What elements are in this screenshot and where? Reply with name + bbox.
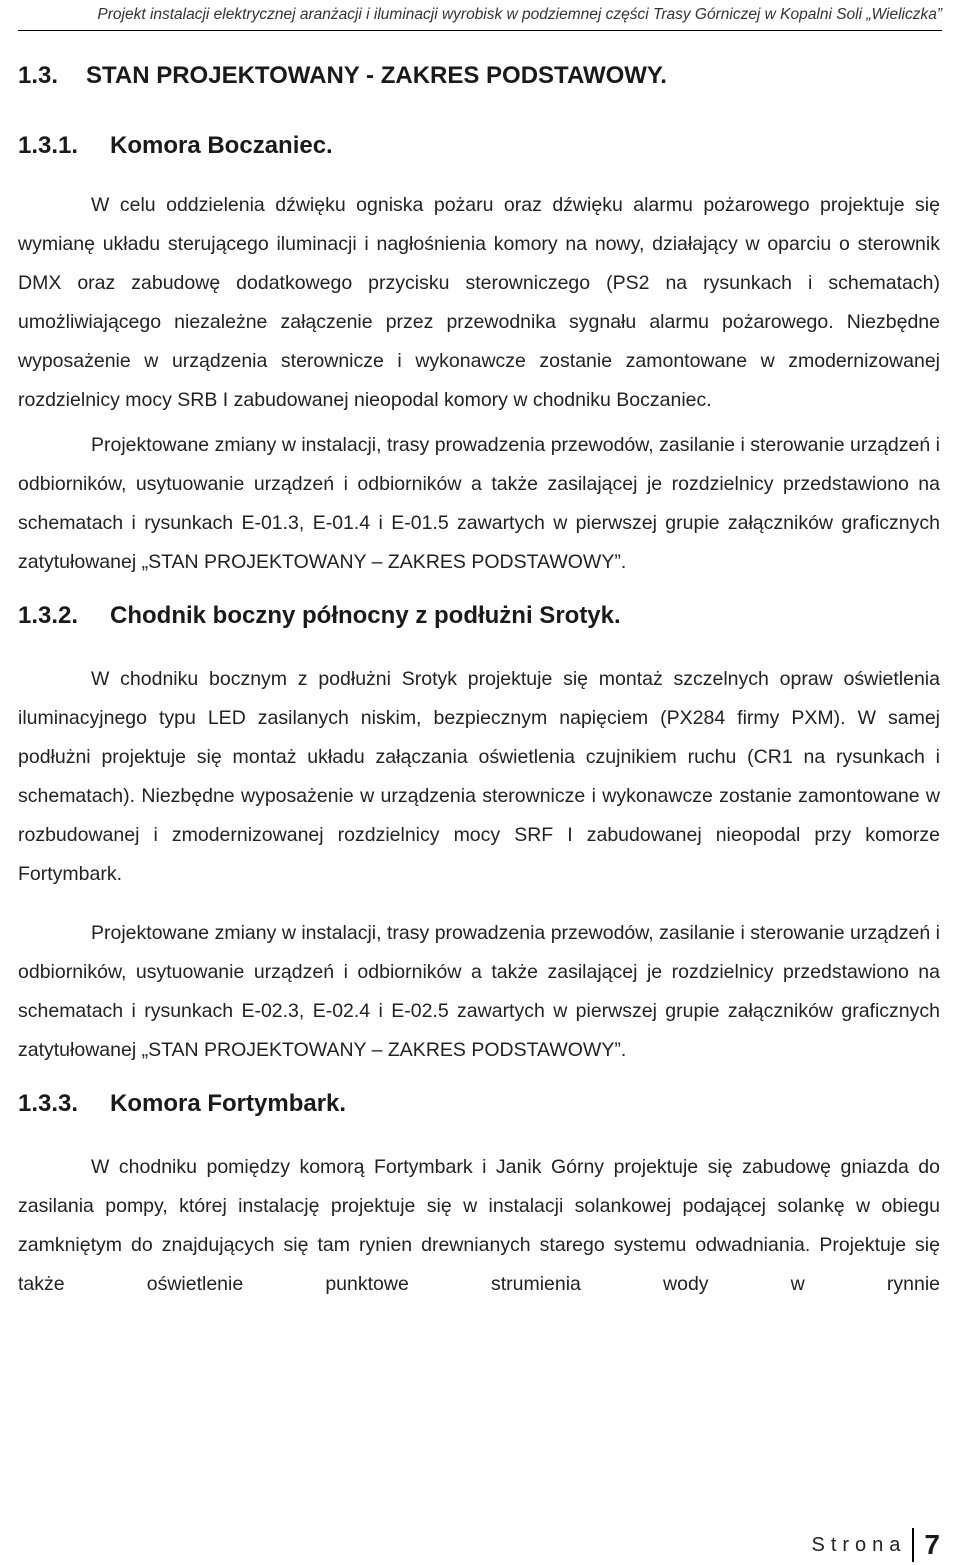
section-number: 1.3. <box>18 62 59 89</box>
paragraph: W celu oddzielenia dźwięku ogniska pożaru oraz dźwięku alarmu pożarowego projektuje się wymianę układu sterującego iluminacji i nagłośnienia komory na nowy, działający w oparciu o sterownik DMX oraz zabudowę dodatkowego przycisku sterowniczego (PS2 na rysunkach i schematach) umożliwiającego niezależne załączenie przez przewodnika sygnału alarmu pożarowego. Niezbędne wyposażenie w urządzenia sterownicze i wykonawcze zostanie zamontowane w zmodernizowanej rozdzielnicy mocy SRB I zabudowanej nieopodal komory w chodniku Boczaniec. <box>18 194 940 411</box>
section-heading <box>18 52 940 100</box>
page-footer <box>811 1525 940 1565</box>
document-body <box>18 52 940 1304</box>
subsection-number: 1.3.3. <box>18 1090 79 1117</box>
page-header <box>18 0 942 31</box>
footer-divider <box>912 1528 914 1562</box>
subsection-number: 1.3.1. <box>18 132 79 159</box>
subsection-heading <box>18 594 940 638</box>
paragraph: Projektowane zmiany w instalacji, trasy prowadzenia przewodów, zasilanie i sterowanie urządzeń i odbiorników, usytuowanie urządzeń i odbiorników a także zasilającej je rozdzielnicy przedstawiono na schematach i rysunkach E-02.3, E-02.4 i E-02.5 zawartych w pierwszej grupie załączników graficznych zatytułowanej „STAN PROJEKTOWANY – ZAKRES PODSTAWOWY”. <box>18 922 940 1061</box>
header-title: Projekt instalacji elektrycznej aranżacji i iluminacji wyrobisk w podziemnej części Trasy Górniczej w Kopalni Soli „Wieliczka” <box>97 6 942 23</box>
subsection-heading <box>18 1082 940 1126</box>
subsection-title: Chodnik boczny północny z podłużni Srotyk. <box>110 602 621 629</box>
subsection-title: Komora Fortymbark. <box>110 1090 347 1117</box>
page-label: Strona <box>811 1533 907 1556</box>
section-title: STAN PROJEKTOWANY - ZAKRES PODSTAWOWY. <box>86 62 667 89</box>
paragraph: Projektowane zmiany w instalacji, trasy prowadzenia przewodów, zasilanie i sterowanie urządzeń i odbiorników, usytuowanie urządzeń i odbiorników a także zasilającej je rozdzielnicy przedstawiono na schematach i rysunkach E-01.3, E-01.4 i E-01.5 zawartych w pierwszej grupie załączników graficznych zatytułowanej „STAN PROJEKTOWANY – ZAKRES PODSTAWOWY”. <box>18 434 940 573</box>
subsection-title: Komora Boczaniec. <box>110 132 333 159</box>
paragraph: W chodniku pomiędzy komorą Fortymbark i Janik Górny projektuje się zabudowę gniazda do zasilania pompy, której instalację projektuje się w instalacji solankowej podającej solankę w obiegu zamkniętym do znajdujących się tam rynien drewnianych starego systemu odwadniania. Projektuje się także oświetlenie punktowe strumienia wody w rynnie <box>18 1156 940 1295</box>
paragraph: W chodniku bocznym z podłużni Srotyk projektuje się montaż szczelnych opraw oświetlenia iluminacyjnego typu LED zasilanych niskim, bezpiecznym napięciem (PX284 firmy PXM). W samej podłużni projektuje się montaż układu załączania oświetlenia czujnikiem ruchu (CR1 na rysunkach i schematach). Niezbędne wyposażenie w urządzenia sterownicze i wykonawcze zostanie zamontowane w rozbudowanej i zmodernizowanej rozdzielnicy mocy SRF I zabudowanej nieopodal przy komorze Fortymbark. <box>18 668 940 885</box>
subsection-number: 1.3.2. <box>18 602 79 629</box>
subsection-heading <box>18 124 940 168</box>
page-number: 7 <box>924 1529 940 1560</box>
